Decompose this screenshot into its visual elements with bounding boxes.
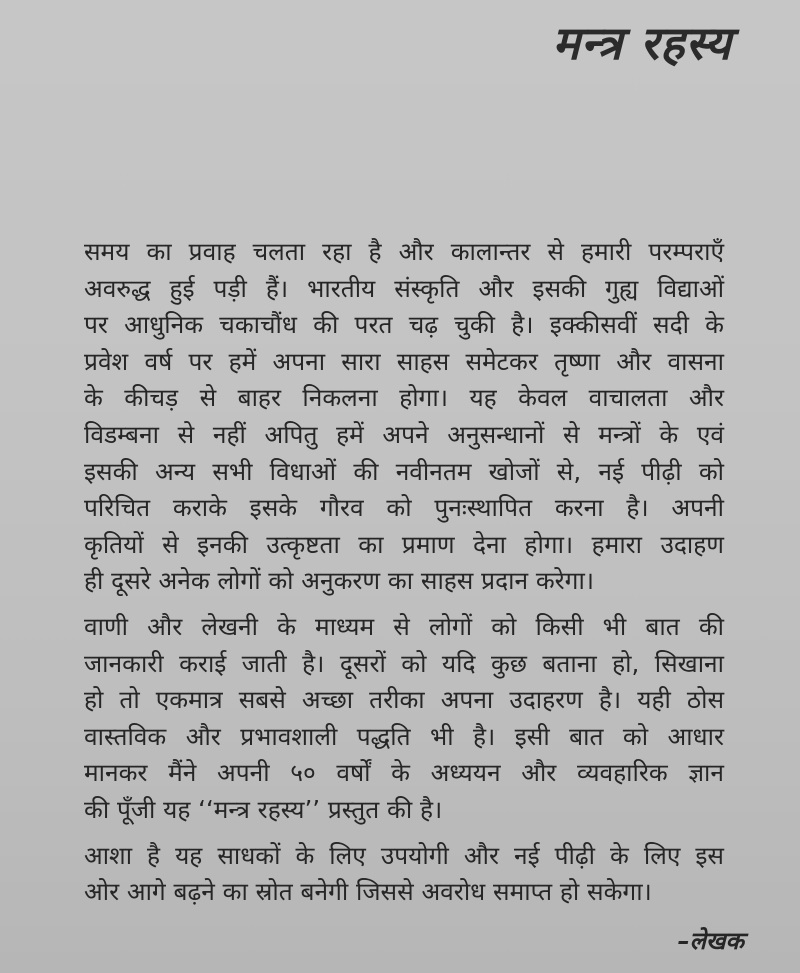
text-line: समय का प्रवाह चलता रहा है और कालान्तर से हमारी परम्पराएँ xyxy=(84,237,724,266)
text-line: वाणी और लेखनी के माध्यम से लोगों को किसी भी बात की xyxy=(84,611,724,641)
body-text xyxy=(84,234,724,911)
text-line: पर आधुनिक चकाचौंध की परत चढ़ चुकी है। इक्कीसवीं सदी के xyxy=(84,310,724,340)
text-line: प्रवेश वर्ष पर हमें अपना सारा साहस समेटकर तृष्णा और वासना xyxy=(84,346,724,376)
text-line: जानकारी कराई जाती है। दूसरों को यदि कुछ बताना हो, सिखाना xyxy=(84,648,724,678)
text-line: विडम्बना से नहीं अपितु हमें अपने अनुसन्धानों से मन्त्रों के एवं xyxy=(84,419,724,449)
paragraph-2 xyxy=(84,609,724,829)
text-line: परिचित कराके इसके गौरव को पुनःस्थापित करना है। अपनी xyxy=(84,493,724,523)
text-line: हो तो एकमात्र सबसे अच्छा तरीका अपना उदाहरण है। यही ठोस xyxy=(84,685,724,715)
text-line: ही दूसरे अनेक लोगों को अनुकरण का साहस प्रदान करेगा। xyxy=(84,566,595,596)
text-line: आशा है यह साधकों के लिए उपयोगी और नई पीढ़ी के लिए इस xyxy=(84,840,724,870)
text-line: इसकी अन्य सभी विधाओं की नवीनतम खोजों से, नई पीढ़ी को xyxy=(84,456,724,486)
text-line: अवरुद्ध हुई पड़ी हैं। भारतीय संस्कृति और इसकी गुह्य विद्याओं xyxy=(84,273,724,303)
author-signature: –लेखक xyxy=(677,927,744,955)
page-title: मन्त्र रहस्य xyxy=(552,16,732,70)
text-line: वास्तविक और प्रभावशाली पद्धति भी है। इसी बात को आधार xyxy=(84,721,724,751)
text-line: कृतियों से इनकी उत्कृष्टता का प्रमाण देना होगा। हमारा उदाहण xyxy=(84,529,724,559)
text-line: ओर आगे बढ़ने का स्रोत बनेगी जिससे अवरोध समाप्त हो सकेगा। xyxy=(84,877,652,907)
text-line: की पूँजी यह ‘‘मन्त्र रहस्य’’ प्रस्तुत की है। xyxy=(84,794,443,824)
paragraph-3 xyxy=(84,838,724,911)
text-line: के कीचड़ से बाहर निकलना होगा। यह केवल वाचालता और xyxy=(84,383,724,413)
text-line: मानकर मैंने अपनी ५० वर्षों के अध्ययन और व्यवहारिक ज्ञान xyxy=(84,758,724,788)
paragraph-1 xyxy=(84,234,724,600)
